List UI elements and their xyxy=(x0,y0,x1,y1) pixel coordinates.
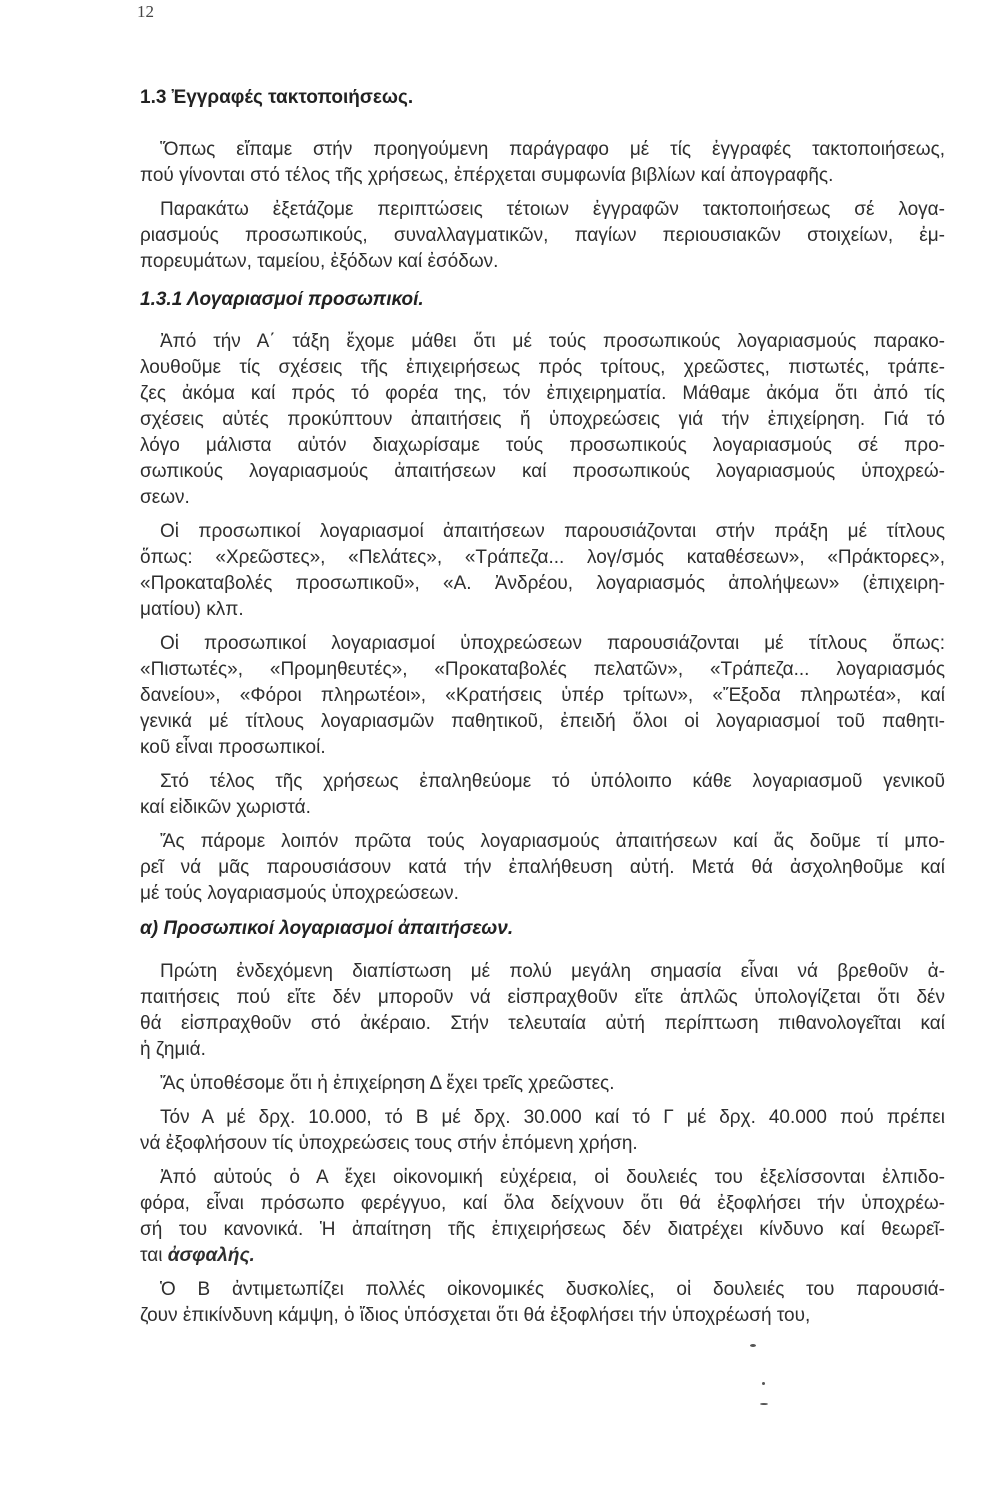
section-heading: 1.3 Ἐγγραφές τακτοποιήσεως. xyxy=(140,87,414,108)
text-line: ρεῖ νά μᾶς παρουσιάσουν κατά τήν ἐπαλήθευση αὐτή. Μετά θά ἀσχοληθοῦμε καί xyxy=(140,857,945,878)
text-line: λόγο μάλιστα αὐτόν διαχωρίσαμε τούς προσωπικούς λογαριασμούς σέ προ- xyxy=(140,435,945,456)
paragraph xyxy=(140,137,945,189)
paragraph xyxy=(140,1105,945,1157)
text-line: Ἄς ὑποθέσομε ὅτι ἡ ἐπιχείρηση Δ ἔχει τρεῖς χρεῶστες. xyxy=(160,1073,615,1094)
text-line: «Πιστωτές», «Προμηθευτές», «Προκαταβολές πελατῶν», «Τράπεζα... λογαριασμός xyxy=(140,659,945,680)
text-line: Οἱ προσωπικοί λογαριασμοί ὑποχρεώσεων παρουσιάζονται μέ τίτλους ὅπως: xyxy=(160,633,945,654)
text-line: κοῦ εἶναι προσωπικοί. xyxy=(140,737,326,758)
text-line: Ἀπό τήν Α΄ τάξη ἔχομε μάθει ὅτι μέ τούς προσωπικούς λογαριασμούς παρακο- xyxy=(160,331,945,352)
text-line: θά εἰσπραχθοῦν στό ἀκέραιο. Στήν τελευταία αὐτή περίπτωση πιθανολογεῖται καί xyxy=(140,1013,945,1034)
paragraph xyxy=(140,631,945,761)
paragraph xyxy=(140,1277,945,1329)
text-line: πού γίνονται στό τέλος τῆς χρήσεως, ἐπέρχεται συμφωνία βιβλίων καί ἀπογραφῆς. xyxy=(140,165,834,186)
section-1-text xyxy=(140,137,945,275)
text-line: ὅπως: «Χρεῶστες», «Πελάτες», «Τράπεζα... λογ/σμός καταθέσεων», «Πράκτορες», xyxy=(140,547,945,568)
text-line: φόρα, εἶναι πρόσωπο φερέγγυο, καί ὅλα δείχνουν ὅτι θά ἐξοφλήσει τήν ὑποχρέω- xyxy=(140,1193,945,1214)
paragraph xyxy=(140,197,945,275)
text-line: ζουν ἐπικίνδυνη κάμψη, ὁ ἴδιος ὑπόσχεται ὅτι θά ἐξοφλήσει τήν ὑποχρέωσή του, xyxy=(140,1305,811,1326)
text-line: Ἀπό αὐτούς ὁ Α ἔχει οἰκονομική εὐχέρεια, οἱ δουλειές του ἐξελίσσονται ἐλπιδο- xyxy=(160,1167,945,1188)
text-line: ἡ ζημιά. xyxy=(140,1039,206,1060)
subsubsection-heading: α) Προσωπικοί λογαριασμοί ἀπαιτήσεων. xyxy=(140,918,514,939)
text-line: καί εἰδικῶν χωριστά. xyxy=(140,797,311,818)
text-line: λουθοῦμε τίς σχέσεις τῆς ἐπιχειρήσεως πρός τρίτους, χρεῶστες, πιστωτές, τράπε- xyxy=(140,357,945,378)
text-line: σεων. xyxy=(140,487,190,508)
text-line: μέ τούς λογαριασμούς ὑποχρεώσεων. xyxy=(140,883,459,904)
text-line: Ὁ Β ἀντιμετωπίζει πολλές οἰκονομικές δυσκολίες, οἱ δουλειές του παρουσιά- xyxy=(160,1279,945,1300)
page-number: 12 xyxy=(137,2,154,21)
text-line: Παρακάτω ἐξετάζομε περιπτώσεις τέτοιων ἐγγραφῶν τακτοποιήσεως σέ λογα- xyxy=(160,199,945,220)
text-line: παιτήσεις πού εἴτε δέν μποροῦν νά εἰσπραχθοῦν εἴτε ἁπλῶς ὑπολογίζεται ὅτι δέν xyxy=(140,987,945,1008)
text-line: πορευμάτων, ταμείου, ἐξόδων καί ἐσόδων. xyxy=(140,251,499,272)
text-span: ται xyxy=(140,1245,168,1266)
paragraph xyxy=(140,1165,945,1269)
text-line: Πρώτη ἐνδεχόμενη διαπίστωση μέ πολύ μεγάλη σημασία εἶναι νά βρεθοῦν ἀ- xyxy=(160,961,945,982)
paragraph xyxy=(140,769,945,821)
paragraph xyxy=(140,329,945,511)
scan-speck xyxy=(760,1403,768,1405)
text-line: Τόν Α μέ δρχ. 10.000, τό Β μέ δρχ. 30.000 καί τό Γ μέ δρχ. 40.000 πού πρέπει xyxy=(160,1107,945,1128)
text-line xyxy=(140,1243,945,1269)
text-line: ριασμούς προσωπικούς, συναλλαγματικῶν, παγίων περιουσιακῶν στοιχείων, ἐμ- xyxy=(140,225,945,246)
section-3-text xyxy=(140,959,945,1329)
text-line: Στό τέλος τῆς χρήσεως ἐπαληθεύομε τό ὑπόλοιπο κάθε λογαριασμοῦ γενικοῦ xyxy=(160,771,945,792)
text-line: σχέσεις αὐτές προκύπτουν ἀπαιτήσεις ἤ ὑποχρεώσεις γιά τήν ἐπιχείρηση. Γιά τό xyxy=(140,409,945,430)
section-2-text xyxy=(140,329,945,907)
text-line: ματίου) κλπ. xyxy=(140,599,244,620)
text-line: γενικά μέ τίτλους λογαριασμῶν παθητικοῦ, ἐπειδή ὅλοι οἱ λογαριασμοί τοῦ παθητι- xyxy=(140,711,945,732)
text-line: δανείου», «Φόροι πληρωτέοι», «Κρατήσεις ὑπέρ τρίτων», «Ἔξοδα πληρωτέα», καί xyxy=(140,685,945,706)
text-line: σωπικούς λογαριασμούς ἀπαιτήσεων καί προσωπικούς λογαριασμούς ὑποχρεώ- xyxy=(140,461,945,482)
subsection-heading: 1.3.1 Λογαριασμοί προσωπικοί. xyxy=(140,289,424,310)
scan-speck xyxy=(750,1344,756,1347)
paragraph xyxy=(140,519,945,623)
text-line: νά ἐξοφλήσουν τίς ὑποχρεώσεις τους στήν ἑπόμενη χρήση. xyxy=(140,1133,638,1154)
text-line: «Προκαταβολές προσωπικοῦ», «Α. Ἀνδρέου, λογαριασμός ἀπολήψεων» (ἐπιχειρη- xyxy=(140,573,945,594)
scan-speck xyxy=(762,1382,765,1385)
text-line: Ἄς πάρομε λοιπόν πρῶτα τούς λογαριασμούς ἀπαιτήσεων καί ἄς δοῦμε τί μπο- xyxy=(160,831,945,852)
text-line: σή του κανονικά. Ἡ ἀπαίτηση τῆς ἐπιχειρήσεως δέν διατρέχει κίνδυνο καί θεωρεῖ- xyxy=(140,1219,945,1240)
text-line: Ὅπως εἴπαμε στήν προηγούμενη παράγραφο μέ τίς ἐγγραφές τακτοποιήσεως, xyxy=(160,139,945,160)
text-line: ζες ἀκόμα καί πρός τό φορέα της, τόν ἐπιχειρηματία. Μάθαμε ἀκόμα ὅτι ἀπό τίς xyxy=(140,383,945,404)
text-line: Οἱ προσωπικοί λογαριασμοί ἀπαιτήσεων παρουσιάζονται στήν πράξη μέ τίτλους xyxy=(160,521,945,542)
paragraph xyxy=(140,959,945,1063)
paragraph xyxy=(140,829,945,907)
page-body xyxy=(140,84,945,1329)
paragraph xyxy=(140,1071,945,1097)
emphasized-term: ἀσφαλής. xyxy=(167,1245,255,1266)
